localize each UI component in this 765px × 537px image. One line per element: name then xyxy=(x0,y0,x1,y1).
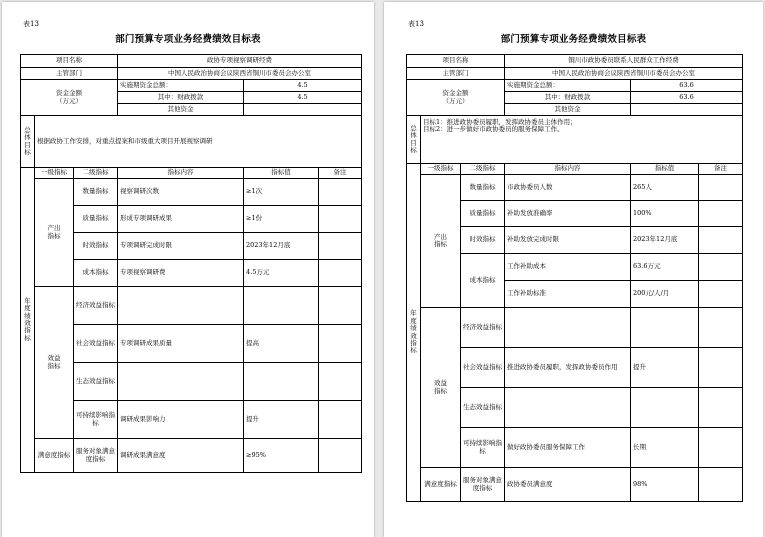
department-label: 主管部门 xyxy=(407,68,505,80)
funds-total-label: 实施期资金总额： xyxy=(118,80,244,92)
indicator-remark xyxy=(699,388,743,428)
indicator-value: 提升 xyxy=(631,348,699,388)
funds-label: 资金金额 （万元） xyxy=(407,80,505,116)
level2-indicator: 社会效益指标 xyxy=(74,325,118,363)
document-title: 部门预算专项业务经费绩效目标表 xyxy=(500,34,647,45)
indicator-content: 专项调研完成时限 xyxy=(118,233,244,260)
indicator-content: 视察调研次数 xyxy=(118,179,244,206)
level2-indicator: 质量指标 xyxy=(74,206,118,233)
cost-indicator-label: 成本指标 xyxy=(461,254,505,308)
table-row xyxy=(21,287,362,325)
header-level1: 一级指标 xyxy=(35,168,74,179)
project-name-value: 政协专项视察调研经费 xyxy=(118,55,362,68)
satisfaction-indicator-label: 满意度指标 xyxy=(35,439,74,473)
indicator-value xyxy=(631,308,699,348)
funds-fiscal-value: 63.6 xyxy=(631,92,743,104)
department-value: 中国人民政治协商会议陕西省铜川市委员会办公室 xyxy=(505,68,743,80)
indicator-content: 补助发放完成时限 xyxy=(505,227,631,254)
indicator-remark xyxy=(319,287,362,325)
overall-goal-label: 总体目标 xyxy=(407,116,421,164)
table-row xyxy=(407,308,743,348)
funds-fiscal-label: 其中：财政拨款 xyxy=(118,92,244,104)
indicator-content: 推进政协委员履职，发挥政协委员作用 xyxy=(505,348,631,388)
overall-goal-text: 目标1：推进政协委员履职，发挥政协委员主体作用； 目标2：进一步做好市政协委员的服务保障工作。 xyxy=(421,116,743,164)
header-level2: 二级指标 xyxy=(461,164,505,175)
indicator-value: 63.6万元 xyxy=(631,254,699,281)
level2-indicator: 生态效益指标 xyxy=(461,388,505,428)
funds-total-value: 63.6 xyxy=(631,80,743,92)
level2-indicator: 时效指标 xyxy=(461,227,505,254)
document-page-left xyxy=(2,2,374,537)
indicator-value: 2023年12月底 xyxy=(631,227,699,254)
header-content: 指标内容 xyxy=(118,168,244,179)
project-name-label: 项目名称 xyxy=(21,55,118,68)
indicator-content xyxy=(118,287,244,325)
performance-table xyxy=(20,54,362,473)
funds-fiscal-value: 4.5 xyxy=(244,92,362,104)
indicator-remark xyxy=(699,254,743,281)
indicator-content xyxy=(505,308,631,348)
header-remark: 备注 xyxy=(319,168,362,179)
indicator-remark xyxy=(319,179,362,206)
funds-other-value xyxy=(244,104,362,116)
indicator-value: ≥95% xyxy=(244,439,319,473)
indicator-value: ≥1次 xyxy=(244,179,319,206)
indicator-value: 100% xyxy=(631,201,699,227)
indicator-remark xyxy=(319,233,362,260)
indicator-content: 调研成果满意度 xyxy=(118,439,244,473)
funds-other-label: 其他资金 xyxy=(118,104,244,116)
indicator-remark xyxy=(319,401,362,439)
indicator-content: 做好政协委员服务保障工作 xyxy=(505,428,631,468)
indicator-content: 形成专项调研成果 xyxy=(118,206,244,233)
funds-label: 资金金额 （万元） xyxy=(21,80,118,116)
level2-indicator: 数量指标 xyxy=(74,179,118,206)
header-remark: 备注 xyxy=(699,164,743,175)
indicator-remark xyxy=(699,468,743,502)
indicator-remark xyxy=(699,308,743,348)
indicator-value: 4.5万元 xyxy=(244,260,319,287)
performance-table xyxy=(406,54,743,502)
table-row xyxy=(407,175,743,201)
overall-goal-label: 总体目标 xyxy=(21,116,35,168)
table-row xyxy=(21,179,362,206)
indicator-content: 专项调研成果质量 xyxy=(118,325,244,363)
level2-indicator: 服务对象满意度指标 xyxy=(74,439,118,473)
output-indicator-label: 产出指标 xyxy=(35,179,74,287)
project-name-value: 铜川市政协委员联系人民群众工作经费 xyxy=(505,55,743,68)
level2-indicator: 可持续影响指标 xyxy=(74,401,118,439)
level2-indicator: 生态效益指标 xyxy=(74,363,118,401)
indicator-value: 2023年12月底 xyxy=(244,233,319,260)
funds-total-value: 4.5 xyxy=(244,80,362,92)
document-title: 部门预算专项业务经费绩效目标表 xyxy=(115,34,261,45)
table-number: 表13 xyxy=(23,20,39,28)
annual-indicator-label: 年度绩效指标 xyxy=(407,164,421,502)
indicator-remark xyxy=(699,175,743,201)
funds-other-label: 其他资金 xyxy=(505,104,631,116)
header-value: 指标值 xyxy=(244,168,319,179)
funds-other-value xyxy=(631,104,743,116)
indicator-remark xyxy=(319,206,362,233)
benefit-indicator-label: 效益指标 xyxy=(421,308,461,468)
funds-fiscal-label: 其中：财政拨款 xyxy=(505,92,631,104)
header-level1: 一级指标 xyxy=(421,164,461,175)
indicator-value: ≥1份 xyxy=(244,206,319,233)
indicator-content xyxy=(505,388,631,428)
level2-indicator: 社会效益指标 xyxy=(461,348,505,388)
project-name-label: 项目名称 xyxy=(407,55,505,68)
satisfaction-indicator-label: 满意度指标 xyxy=(421,468,461,502)
indicator-value: 长期 xyxy=(631,428,699,468)
indicator-content: 政协委员满意度 xyxy=(505,468,631,502)
document-page-right xyxy=(384,2,763,537)
header-value: 指标值 xyxy=(631,164,699,175)
indicator-value: 265人 xyxy=(631,175,699,201)
level2-indicator: 经济效益指标 xyxy=(74,287,118,325)
indicator-content: 专项视察调研费 xyxy=(118,260,244,287)
indicator-remark xyxy=(319,325,362,363)
output-indicator-label: 产出指标 xyxy=(421,175,461,308)
indicator-value: 200元/人/月 xyxy=(631,281,699,308)
table-row xyxy=(407,468,743,502)
indicator-remark xyxy=(319,439,362,473)
indicator-value: 98% xyxy=(631,468,699,502)
indicator-content: 调研成果影响力 xyxy=(118,401,244,439)
department-value: 中国人民政治协商会议陕西省铜川市委员会办公室 xyxy=(118,68,362,80)
indicator-value xyxy=(244,287,319,325)
indicator-remark xyxy=(699,227,743,254)
indicator-content: 工作补助标准 xyxy=(505,281,631,308)
level2-indicator: 成本指标 xyxy=(74,260,118,287)
indicator-remark xyxy=(699,348,743,388)
annual-indicator-label: 年度绩效指标 xyxy=(21,168,35,473)
header-content: 指标内容 xyxy=(505,164,631,175)
level2-indicator: 服务对象满意度指标 xyxy=(461,468,505,502)
indicator-content: 工作补助成本 xyxy=(505,254,631,281)
indicator-content: 补助发放准确率 xyxy=(505,201,631,227)
table-row xyxy=(21,439,362,473)
indicator-content: 市政协委员人数 xyxy=(505,175,631,201)
funds-total-label: 实施期资金总额： xyxy=(505,80,631,92)
overall-goal-text: 根据政协工作安排，对重点提案和市级重大项目开展视察调研 xyxy=(35,116,362,168)
department-label: 主管部门 xyxy=(21,68,118,80)
header-level2: 二级指标 xyxy=(74,168,118,179)
indicator-remark xyxy=(319,363,362,401)
table-number: 表13 xyxy=(408,20,424,28)
level2-indicator: 数量指标 xyxy=(461,175,505,201)
level2-indicator: 经济效益指标 xyxy=(461,308,505,348)
indicator-remark xyxy=(699,201,743,227)
indicator-remark xyxy=(699,428,743,468)
benefit-indicator-label: 效益指标 xyxy=(35,287,74,439)
indicator-value: 提升 xyxy=(244,401,319,439)
level2-indicator: 质量指标 xyxy=(461,201,505,227)
indicator-value xyxy=(631,388,699,428)
indicator-value xyxy=(244,363,319,401)
indicator-remark xyxy=(319,260,362,287)
level2-indicator: 时效指标 xyxy=(74,233,118,260)
indicator-value: 提高 xyxy=(244,325,319,363)
level2-indicator: 可持续影响指标 xyxy=(461,428,505,468)
indicator-content xyxy=(118,363,244,401)
indicator-remark xyxy=(699,281,743,308)
